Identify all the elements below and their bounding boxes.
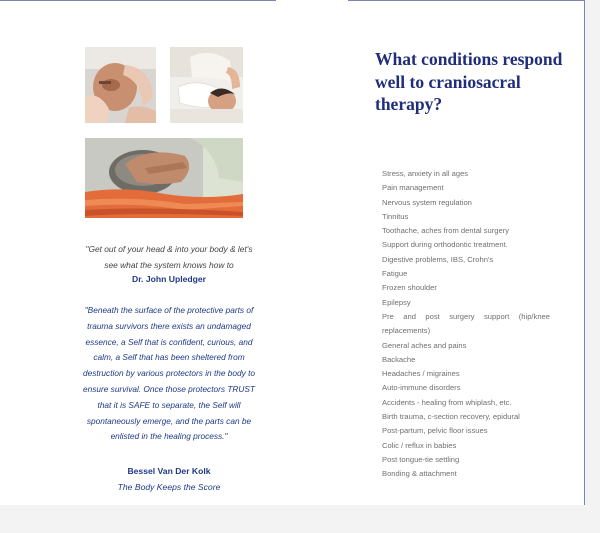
condition-item: Headaches / migraines [382,369,460,379]
condition-item: Post-partum, pelvic floor issues [382,426,488,436]
photo-child-lying [170,47,243,123]
condition-item: Digestive problems, IBS, Crohn's [382,254,494,264]
condition-item: Tinnitus [382,211,409,221]
condition-item: General aches and pains [382,340,467,350]
condition-item: Pre and post surgery support (hip/knee replacements) [382,311,550,336]
condition-item: Auto-immune disorders [382,383,461,393]
upledger-author: Dr. John Upledger [131,274,206,284]
condition-item: Epilepsy [382,297,411,307]
condition-item: Backache [382,354,416,364]
conditions-heading: What conditions respond well to craniosacral therapy? [375,49,563,114]
condition-item: Fatigue [382,269,408,279]
condition-item: Post tongue-tie settling [382,454,460,464]
condition-item: Nervous system regulation [382,197,472,207]
conditions-list [382,167,550,482]
photo-hand-on-head [85,138,243,218]
condition-item: Toothache, aches from dental surgery [382,226,510,236]
photo-head-cradle [85,47,156,123]
upledger-quote: "Get out of your head & into your body & let's see what the system knows how to [85,244,253,270]
book-title: The Body Keeps the Score [117,482,221,492]
condition-item: Support during orthodontic treatment. [382,240,508,250]
top-border-right [348,0,584,1]
van-der-kolk-quote: "Beneath the surface of the protective parts of trauma survivors there exists an undamaged essence, a Self that is confident, curious, and calm, a Self that has been sheltered from destruction by various protectors in the body to ensure survival. Once those protectors TRUST that it is SAFE to separate, the Self will spontaneously emerge, and the parts can be enlisted in the healing process." [82,305,256,442]
condition-item: Pain management [382,183,444,193]
condition-item: Birth trauma, c-section recovery, epidural [382,412,520,422]
condition-item: Colic / reflux in babies [382,440,457,450]
condition-item: Stress, anxiety in all ages [382,169,469,178]
top-border-left [0,0,276,1]
van-der-kolk-author: Bessel Van Der Kolk [127,466,211,476]
condition-item: Bonding & attachment [382,469,457,479]
condition-item: Frozen shoulder [382,283,437,293]
condition-item: Accidents - healing from whiplash, etc. [382,397,512,407]
